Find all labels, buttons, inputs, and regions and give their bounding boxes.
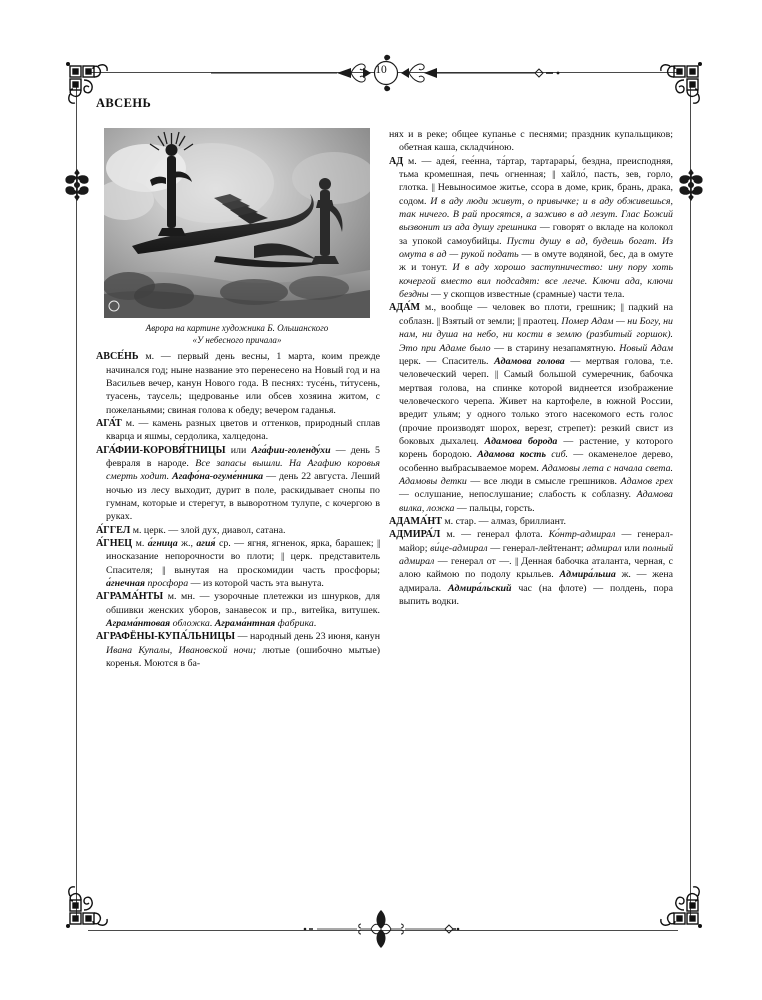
entry-headword: АГА́Т [96, 417, 122, 429]
entry-body: м. церк. — злой дух, диавол, сатана. [130, 524, 286, 536]
entry-headword: АВСЕ́НЬ [96, 351, 139, 363]
entry-body-part: || [377, 538, 381, 549]
dictionary-entry [389, 515, 673, 528]
entry-body-part: церк. — Спаситель. [399, 355, 495, 367]
entry-body-part: || [514, 556, 518, 567]
entry-body-part: а́гнечная [106, 578, 146, 590]
entry-headword: А́ГГЕЛ [96, 524, 131, 536]
entry-continuation [389, 128, 673, 155]
right-rule [690, 84, 691, 918]
entry-body-part: Адамова вилка, ложка [399, 489, 673, 514]
entry-body-part: || [620, 302, 624, 314]
entry-body-part: час [511, 582, 533, 594]
entry-body-part: || [162, 564, 166, 576]
entry-body-part: ж., [177, 538, 197, 549]
entry-body-part: Ага́фии-голенду́хи [251, 444, 331, 456]
entry-body-part: — генерал от —. [434, 556, 515, 567]
entry-body-part: || [281, 551, 284, 563]
entry-body-part: || [436, 315, 440, 327]
entry-body-part: — ослушание, непослушание; слабость к соблазну. [399, 489, 637, 501]
entry-headword: АДАМА́НТ [389, 515, 442, 527]
entry-body-part: — растение, у которого корень бородою. [399, 435, 673, 461]
left-rule [76, 84, 77, 918]
entry-body-part: Невыносимое житье, ссора в доме, крик, брань, драка, содом. [399, 182, 673, 207]
dictionary-entry [389, 301, 673, 515]
entry-headword: АГРАМА́НТЫ [96, 591, 164, 603]
entry-body-part: || [517, 315, 521, 327]
entry-body-part: И в аду хорошо заступничество: ину пору хоть кочергой вместо вил подсадят: все легче. Ключи ада, ключи бездны [399, 262, 673, 301]
page-number: 10 [375, 64, 387, 76]
continuation-text: нях и в реке; общее купанье с песнями; праздник купальщиков; обетная каша, складчи́ною. [389, 129, 673, 154]
corner-ornament-bottom-right [658, 884, 704, 930]
entry-body-part: — все люди в смысле грешников. [466, 475, 621, 487]
entry-body-part: иносказание непорочности во плоти; [106, 551, 281, 563]
entry-body-part: ср. — ягня, ягненок, ярка, барашек; [215, 538, 378, 549]
entry-body-part: — мертвая голова, т.е. человеческий череп. [399, 355, 673, 381]
entry-body-part: — говорят о вкладе на колокол за упокой самоубийцы. [399, 222, 673, 247]
entry-body-part: Новый Адам [619, 342, 673, 354]
entry-body-part: Взятый от земли; [439, 315, 518, 327]
entry-body-part: || [494, 369, 498, 381]
entry-body-part: — день 22 августа. Леший ночью из лесу выходит, дурит в поле, раскидывает снопы по гумнам, которые и стерегут, в выворотном тулупе, с кочергою в руках. [106, 471, 380, 523]
entry-headword: АДА́М [389, 302, 421, 314]
entry-body-part: м., вообще — человек во плоти, грешник; [420, 302, 621, 314]
entry-body-part: (на флоте) — полдень, пора выпить водки. [399, 582, 674, 608]
entry-body-part: ви́це-адмирал [430, 542, 488, 554]
entry-body-part: сиб. [546, 449, 569, 461]
entry-body-part: фабрика [275, 618, 314, 630]
running-head: АВСЕНЬ [96, 96, 152, 110]
right-text-column [389, 128, 673, 608]
entry-body-part: праотец. [520, 315, 562, 327]
figure-caption [104, 323, 370, 346]
entry-body-part: Адамова голова [494, 355, 565, 367]
entry-body-part: ж. — жена адмирала. [399, 569, 673, 594]
figure-caption-line-1: Аврора на картине художника Б. Ольшанского [145, 323, 329, 333]
entry-body-part: лютые (ошибочно мытые) коренья. Моются в ба- [106, 644, 380, 670]
entry-body-part: — у скопцов известные (срамные) части тела. [428, 289, 625, 301]
entry-body-part: полный адмирал [399, 542, 674, 567]
footer-ornament [301, 906, 461, 952]
left-text-column [96, 128, 380, 670]
entry-body-part: Аграма́нтная [214, 618, 276, 630]
entry-body-part: Агафо́на-огуме́нника [172, 471, 264, 483]
dictionary-entry [96, 444, 380, 524]
entry-body-part: — генерал-лейтенант; [487, 542, 587, 554]
entry-body-part: м. [132, 538, 148, 549]
entry-body-part: просфора [145, 578, 189, 590]
dictionary-entry [96, 350, 380, 417]
entry-body-part: церк. представитель Спасителя; [106, 551, 380, 576]
dictionary-entry [96, 417, 380, 444]
figure-caption-line-2: «У небесного причала» [192, 334, 282, 345]
entry-body-part: — из которой часть эта вынута. [188, 578, 324, 590]
entry-headword: А́ГНЕЦ [96, 538, 133, 549]
entry-body-part: агия́ [196, 538, 216, 549]
entry-body-part: адмирал [586, 542, 622, 554]
entry-body-part: Адамова борода [484, 435, 558, 447]
entry-body-part: Ивана Купалы, Ивановской ночи; [106, 644, 257, 656]
illustration-figure [104, 128, 370, 346]
entry-body-part: м. — генерал флота. [440, 529, 549, 541]
entry-body-part: И в аду люди живут, о привычке; и в аду обживешься, так ничего. В рай просятся, а заживо в ад лезут. Глас Божий вызвонит из ада душу грешника [399, 195, 673, 234]
entry-body-part: Аграма́нтовая [106, 618, 171, 630]
entry-headword: АГА́ФИИ-КОРОВЯ́ТНИЦЫ [96, 444, 226, 456]
entry-body-part: — день 5 февраля в народе. [106, 444, 380, 469]
entry-body-part: . [313, 618, 317, 630]
entry-headword: АДМИРА́Л [389, 529, 441, 541]
entry-body-part: Адамовы лета с начала света. Адамовы детки [399, 462, 674, 487]
entry-body-part: м. мн. — узорочные плетежки из шнурков, для обшивки женских уборов, занавесок и пр., витейка, витушек. [106, 591, 380, 616]
entry-body-part: . [209, 618, 215, 630]
entry-body: м. — камень разных цветов и оттенков, природный сплав кварца и яшмы, сердолика, халцедона. [106, 417, 380, 443]
entry-body-part: — окаменелое дерево, особенно выбрасываемое морем. [399, 449, 673, 474]
dictionary-entry [389, 155, 673, 302]
left-entry-list [96, 350, 380, 670]
corner-ornament-bottom-left [64, 884, 110, 930]
entry-body-part: вынутая на проскомидии часть просфоры; [165, 564, 381, 576]
dictionary-entry [96, 590, 380, 630]
entry-body-part: — народный день 23 июня, канун [235, 631, 380, 643]
dictionary-entry [389, 528, 673, 608]
entry-body-part: Самый большой сумеречник, бабочка мертвая голова, на спинке которой виднеется изображение человеческого черепа. Живет на картофеле, в южной России, вредит ульям; у одного только этого насекомого есть голос (прочие производят шорох, верезг, стрепет): резкий свист из боковых дыхалец. [399, 369, 673, 447]
entry-body-part: обложка [170, 618, 210, 630]
entry-body-part: а́гница [147, 538, 178, 549]
entry-body-part: || [552, 169, 556, 181]
entry-body-part: или [621, 542, 643, 554]
entry-body-part: Адамов грех [620, 475, 673, 487]
dictionary-entry [96, 537, 380, 590]
entry-body-part: || [431, 182, 435, 194]
entry-body-part: хайло́, пасть, зев, горло, глотка. [399, 169, 673, 194]
entry-body-part: Пусти душу в ад, будешь богат. Из омута в ад — рукой подать [399, 235, 673, 261]
entry-body-part: — в омуте водяной, бес, да в омуте ж и тонут. [399, 249, 674, 274]
entry-body-part: Помер Адам — ни Богу, ни нам, ни душа на небо, ни кости в землю (разбитый горшок). Это при Адаме было [399, 315, 673, 354]
entry-body-part: падкий на соблазн. [399, 302, 673, 327]
dictionary-entry [96, 524, 380, 537]
entry-body: м. стар. — алмаз, бриллиант. [441, 515, 566, 527]
entry-body-part: Адмира́льский [447, 582, 512, 594]
illustration-image [104, 128, 370, 318]
entry-body-part: м. — адея́, гее́нна, та́ртар, тартарары́, бездна, преисподняя, тьма кромешная, печь огненная; [399, 155, 673, 181]
dictionary-entry [96, 630, 380, 670]
entry-body-part: Денная бабочка аталанта, черная, с алою каймою по подолу крыльев. [399, 556, 673, 581]
entry-body-part: Адмира́льша [559, 569, 616, 581]
entry-headword: АГРАФЁНЫ-КУПА́ЛЬНИЦЫ [96, 631, 236, 643]
right-entry-list [389, 155, 673, 609]
entry-body-part: Ко́нтр-адмирал [548, 529, 616, 541]
corner-ornament-top-right [658, 60, 704, 106]
entry-body-part: или [225, 444, 252, 456]
entry-body: м. — первый день весны, 1 марта, коим прежде начинался год; ныне название это перенесено на Новый год и на Васильев вечер, канун Нового года. В песнях: тусе́нь, ти́тусень, туасень, таусель; щедрованье или обсев хозяина житом, с пожеланьями; свиная голова к обеду; вечером гаданья. [106, 351, 380, 416]
entry-headword: АД [389, 155, 404, 167]
entry-body-part: Все запасы вышли. На Агафию коровья смерть ходит. [106, 457, 380, 483]
entry-body-part: — пальцы, горсть. [454, 502, 535, 514]
entry-body-part: Адамова кость [477, 449, 546, 461]
entry-body-part: — генерал-майор; [399, 529, 673, 554]
side-ornament-right [676, 168, 706, 202]
side-ornament-left [62, 168, 92, 202]
entry-body-part: — в старину незапамятную. [490, 342, 620, 354]
